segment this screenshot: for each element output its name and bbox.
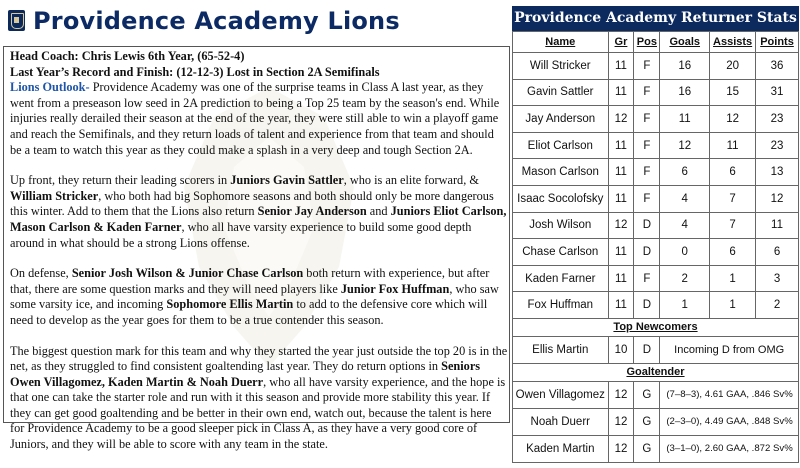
player-name: Kaden Farner <box>513 265 609 292</box>
player-name: Will Stricker <box>513 53 609 80</box>
outlook-text: Providence Academy was one of the surprise teams in Class A last year, as they went from a preseason low seed in 2A prediction to being a Top 25 team by the season's end. While injuries really derailed their season at the end of the year, they were still able to win a playoff game and reach the Semifinals, and they return loads of talent and experience from that team and should be a team to watch this year as they could make a splash in a very deep and tough Section 2A. <box>10 80 500 157</box>
newcomers-section-label: Top Newcomers <box>513 318 799 336</box>
player-names: Seniors Owen Villagomez, Kaden Martin & Noah Duerr <box>10 359 481 389</box>
player-note: Incoming D from OMG <box>660 336 799 363</box>
team-crest-icon <box>8 10 25 31</box>
player-points: 13 <box>756 159 799 186</box>
player-points: 23 <box>756 106 799 133</box>
text-segment: Up front, they return their leading scorers in <box>10 173 231 188</box>
player-position: F <box>634 53 660 80</box>
player-points: 11 <box>756 212 799 239</box>
table-row <box>513 53 799 80</box>
table-row <box>513 212 799 239</box>
text-segment: and <box>366 204 391 219</box>
player-grade: 11 <box>608 239 634 266</box>
player-goals: 12 <box>660 132 710 159</box>
table-header-row <box>513 32 799 53</box>
goaltender-section-label: Goaltender <box>513 363 799 381</box>
player-points: 23 <box>756 132 799 159</box>
player-assists: 7 <box>710 212 756 239</box>
player-names: Juniors Eliot Carlson, Mason Carlson & Kaden Farner <box>10 204 507 234</box>
table-row <box>513 336 799 363</box>
table-row <box>513 435 799 462</box>
text-segment: , who all have varsity experience, and the hope is that one can take the starter role and run with it this season and provide more stability this year. If they can get good goaltending and be better in their own end, watch out, because the talent is here for Providence Academy to be a good sleeper pick in Class A, as they have a very good core of Juniors, and they will be able to score with any team in the state. <box>10 374 506 452</box>
text-segment: , who saw some varsity ice, and incoming <box>10 281 499 312</box>
player-assists: 6 <box>710 159 756 186</box>
player-name: Josh Wilson <box>513 212 609 239</box>
player-position: D <box>634 212 660 239</box>
player-name: Gavin Sattler <box>513 79 609 106</box>
player-goals: 0 <box>660 239 710 266</box>
player-grade: 11 <box>608 79 634 106</box>
player-names: William Stricker <box>10 188 99 203</box>
player-goals: 1 <box>660 292 710 319</box>
team-header <box>0 0 511 45</box>
outlook-paragraph <box>10 80 508 158</box>
player-grade: 11 <box>608 265 634 292</box>
player-grade: 12 <box>608 381 634 408</box>
player-names: Senior Josh Wilson & Junior Chase Carlson <box>71 266 304 281</box>
player-grade: 10 <box>608 336 634 363</box>
offense-paragraph <box>10 173 508 251</box>
article-text <box>10 49 508 468</box>
player-points: 6 <box>756 239 799 266</box>
player-grade: 11 <box>608 185 634 212</box>
table-row <box>513 106 799 133</box>
player-position: G <box>634 435 660 462</box>
player-position: F <box>634 265 660 292</box>
player-goals: 2 <box>660 265 710 292</box>
player-grade: 12 <box>608 106 634 133</box>
player-position: D <box>634 239 660 266</box>
player-name: Ellis Martin <box>513 336 609 363</box>
player-assists: 15 <box>710 79 756 106</box>
player-position: F <box>634 79 660 106</box>
goaltending-paragraph <box>10 344 508 453</box>
table-row <box>513 408 799 435</box>
player-goals: 16 <box>660 79 710 106</box>
returner-stats-table <box>512 31 799 463</box>
team-title: Providence Academy Lions <box>33 7 400 35</box>
player-goals: 6 <box>660 159 710 186</box>
player-position: F <box>634 159 660 186</box>
table-row <box>513 159 799 186</box>
text-segment: to add to the defensive core which will need to develop as the year goes for them to be a true contender this season. <box>10 297 488 327</box>
player-grade: 11 <box>608 53 634 80</box>
player-name: Kaden Martin <box>513 435 609 462</box>
column-header-goals: Goals <box>660 32 710 53</box>
player-assists: 1 <box>710 292 756 319</box>
column-header-position: Pos <box>634 32 660 53</box>
column-header-assists: Assists <box>710 32 756 53</box>
article-box <box>3 46 510 452</box>
player-assists: 11 <box>710 132 756 159</box>
player-grade: 12 <box>608 435 634 462</box>
text-segment: , who both had big Sophomore seasons and both should only be more dangerous this winter. Add to them that the Lions also return <box>10 188 494 219</box>
record-line: Last Year’s Record and Finish: (12-12-3) Lost in Section 2A Semifinals <box>10 64 380 79</box>
player-position: G <box>634 408 660 435</box>
player-points: 3 <box>756 265 799 292</box>
table-row <box>513 132 799 159</box>
player-name: Owen Villagomez <box>513 381 609 408</box>
player-names: Juniors Gavin Sattler <box>230 173 344 188</box>
text-segment: On defense, <box>10 266 72 281</box>
player-name: Noah Duerr <box>513 408 609 435</box>
coach-line: Head Coach: Chris Lewis 6th Year, (65-52-4) <box>10 49 245 63</box>
player-name: Eliot Carlson <box>513 132 609 159</box>
player-name: Jay Anderson <box>513 106 609 133</box>
player-assists: 7 <box>710 185 756 212</box>
defense-paragraph <box>10 266 508 328</box>
stats-title: Providence Academy Returner Stats <box>512 6 799 31</box>
player-position: D <box>634 292 660 319</box>
player-name: Mason Carlson <box>513 159 609 186</box>
returner-stats-panel <box>512 6 799 455</box>
text-segment: , who all have varsity experience to build some good depth around in what should be a strong Lions offense. <box>10 219 472 250</box>
player-names: Senior Jay Anderson <box>257 204 367 219</box>
table-row <box>513 292 799 319</box>
player-goals: 4 <box>660 212 710 239</box>
player-grade: 11 <box>608 159 634 186</box>
player-position: D <box>634 336 660 363</box>
goalie-stats: (7–8–3), 4.61 GAA, .846 Sv% <box>660 381 799 408</box>
player-names: Junior Fox Huffman <box>340 281 450 296</box>
player-assists: 1 <box>710 265 756 292</box>
player-points: 2 <box>756 292 799 319</box>
player-assists: 12 <box>710 106 756 133</box>
player-grade: 11 <box>608 292 634 319</box>
outlook-label: Lions Outlook- <box>10 80 90 95</box>
player-goals: 4 <box>660 185 710 212</box>
player-goals: 16 <box>660 53 710 80</box>
player-goals: 11 <box>660 106 710 133</box>
section-header-row <box>513 318 799 336</box>
player-name: Isaac Socolofsky <box>513 185 609 212</box>
table-row <box>513 381 799 408</box>
text-segment: both return with experience, but after that, there are some question marks and they will need players like <box>10 266 490 296</box>
table-row <box>513 239 799 266</box>
player-grade: 11 <box>608 132 634 159</box>
goalie-stats: (2–3–0), 4.49 GAA, .848 Sv% <box>660 408 799 435</box>
column-header-grade: Gr <box>608 32 634 53</box>
table-row <box>513 185 799 212</box>
player-points: 31 <box>756 79 799 106</box>
player-grade: 12 <box>608 408 634 435</box>
player-assists: 6 <box>710 239 756 266</box>
player-position: G <box>634 381 660 408</box>
player-name: Chase Carlson <box>513 239 609 266</box>
section-header-row <box>513 363 799 381</box>
text-segment: The biggest question mark for this team and why they started the year just outside the top 20 is in the net, as they struggled to find consistent goaltending last year. They do return options in <box>10 343 508 374</box>
player-assists: 20 <box>710 53 756 80</box>
player-name: Fox Huffman <box>513 292 609 319</box>
goalie-stats: (3–1–0), 2.60 GAA, .872 Sv% <box>660 435 799 462</box>
table-row <box>513 265 799 292</box>
text-segment: , who is an elite forward, & <box>343 173 479 188</box>
player-grade: 12 <box>608 212 634 239</box>
player-points: 36 <box>756 53 799 80</box>
player-position: F <box>634 185 660 212</box>
player-points: 12 <box>756 185 799 212</box>
player-position: F <box>634 106 660 133</box>
table-row <box>513 79 799 106</box>
player-position: F <box>634 132 660 159</box>
column-header-points: Points <box>756 32 799 53</box>
player-names: Sophomore Ellis Martin <box>166 297 294 312</box>
column-header-name: Name <box>513 32 609 53</box>
